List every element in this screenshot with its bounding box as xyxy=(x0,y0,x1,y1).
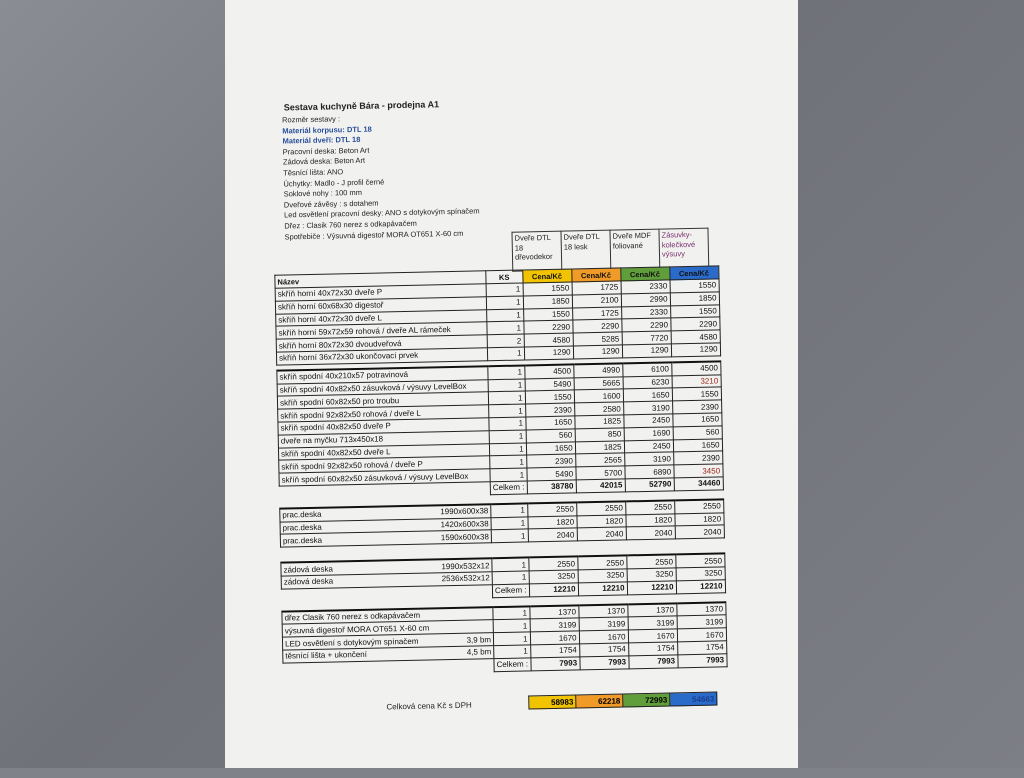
item-price: 1754 xyxy=(530,644,579,658)
item-price: 2550 xyxy=(577,556,626,570)
item-price: 5700 xyxy=(575,466,624,480)
item-price: 2565 xyxy=(575,453,624,467)
item-qty: 1 xyxy=(489,404,526,418)
item-qty: 1 xyxy=(493,632,530,646)
item-qty: 1 xyxy=(487,347,524,361)
column-header-name: Název xyxy=(275,271,486,288)
subtotal-value: 34460 xyxy=(674,477,723,491)
column-header-price: Cena/Kč xyxy=(669,266,718,280)
item-price: 1370 xyxy=(627,603,676,617)
item-price: 1370 xyxy=(529,605,578,619)
item-price: 2550 xyxy=(528,557,577,571)
item-price: 5285 xyxy=(573,332,622,346)
item-price: 2100 xyxy=(572,294,621,308)
item-price: 3250 xyxy=(627,568,676,582)
spec-line: Led osvětlení pracovní desky: ANO s dotykovým spínačem xyxy=(283,206,480,220)
subtotal-value: 12210 xyxy=(627,581,676,595)
item-label: dřez Clasik 760 nerez s odkapávačem xyxy=(284,610,421,623)
item-price: 1650 xyxy=(526,442,575,456)
item-price: 1850 xyxy=(523,295,572,309)
item-price: 7720 xyxy=(622,331,671,345)
subtotal-label: Celkem : xyxy=(490,481,527,495)
item-qty: 1 xyxy=(488,379,525,393)
spec-line: Materiál dveří: DTL 18 xyxy=(282,135,361,146)
spec-line: Dřez : Clasik 760 nerez s odkapávačem xyxy=(284,218,417,231)
column-header-ks: KS xyxy=(486,270,523,284)
item-price: 4990 xyxy=(573,363,622,377)
column-header-price: Cena/Kč xyxy=(571,268,620,282)
item-price: 1754 xyxy=(677,641,726,655)
item-price: 6890 xyxy=(624,465,673,479)
item-price: 2550 xyxy=(675,553,724,567)
variant-header: Dveře DTL 18 lesk xyxy=(561,230,611,270)
item-price: 3250 xyxy=(529,570,578,584)
item-qty: 1 xyxy=(491,516,528,530)
grand-total-label: Celková cena Kč s DPH xyxy=(386,700,472,712)
item-dimension: 3,9 bm xyxy=(466,634,492,645)
item-price: 1650 xyxy=(672,413,721,427)
item-price: 2450 xyxy=(623,414,672,428)
price-table xyxy=(274,265,727,676)
item-dimension: 2536x532x12 xyxy=(441,573,490,584)
item-price: 3250 xyxy=(676,567,725,581)
item-price: 1820 xyxy=(576,514,625,528)
item-price: 1754 xyxy=(579,643,628,657)
item-price: 3190 xyxy=(624,452,673,466)
item-price: 850 xyxy=(575,428,624,442)
item-qty: 2 xyxy=(487,334,524,348)
item-price: 1820 xyxy=(674,512,723,526)
item-price: 1725 xyxy=(572,307,621,321)
item-price: 1600 xyxy=(574,389,623,403)
subtotal-value: 12210 xyxy=(578,582,627,596)
item-price: 1820 xyxy=(528,515,577,529)
item-price: 2390 xyxy=(525,403,574,417)
item-price: 2550 xyxy=(527,502,576,516)
item-qty: 1 xyxy=(489,417,526,431)
item-qty: 1 xyxy=(488,391,525,405)
item-label: skříň spodní 92x82x50 rohová / dveře P xyxy=(281,459,423,472)
spec-line: Zádová deska: Beton Art xyxy=(282,156,366,167)
item-price: 6230 xyxy=(623,375,672,389)
document-title: Sestava kuchyně Bára - prodejna A1 xyxy=(283,99,440,113)
item-label: prac.deska xyxy=(282,535,323,546)
item-price: 1550 xyxy=(525,390,574,404)
item-price: 560 xyxy=(526,429,575,443)
variant-header: Dveře MDF foliované xyxy=(610,229,660,269)
item-qty: 1 xyxy=(490,468,527,482)
item-label: skříň horní 80x72x30 dvoudveřová xyxy=(278,338,402,351)
column-header-price: Cena/Kč xyxy=(522,269,571,283)
item-price: 2040 xyxy=(626,526,675,540)
item-qty: 1 xyxy=(491,503,528,517)
item-price: 2290 xyxy=(621,318,670,332)
spec-line: Rozměr sestavy : xyxy=(281,114,341,125)
item-price: 1370 xyxy=(578,604,627,618)
item-label: skříň spodní 40x210x57 potravinová xyxy=(279,370,409,382)
item-price: 1670 xyxy=(628,629,677,643)
subtotal-label: Celkem : xyxy=(494,658,531,672)
item-price: 2390 xyxy=(673,451,722,465)
item-price: 1550 xyxy=(523,308,572,322)
item-price: 2550 xyxy=(625,500,674,514)
item-price: 3190 xyxy=(623,401,672,415)
item-price: 2330 xyxy=(621,280,670,294)
variant-header: Zásuvky-kolečkové výsuvy xyxy=(659,228,709,268)
item-dimension: 4,5 bm xyxy=(466,647,492,658)
item-qty: 1 xyxy=(489,443,526,457)
item-label: zádová deska xyxy=(283,576,334,587)
item-label: výsuvná digestoř MORA OT651 X-60 cm xyxy=(284,623,430,636)
subtotal-value: 12210 xyxy=(529,583,578,597)
item-qty: 1 xyxy=(490,455,527,469)
item-label: zádová deska xyxy=(283,564,333,575)
item-label: prac.deska xyxy=(282,522,322,533)
item-dimension: 1420x600x38 xyxy=(440,519,489,530)
item-price: 5490 xyxy=(525,378,574,392)
item-label: LED osvětlení s dotykovým spínačem xyxy=(284,636,419,649)
item-price: 2580 xyxy=(574,402,623,416)
item-price: 1290 xyxy=(622,344,671,358)
item-price: 560 xyxy=(673,426,722,440)
item-price: 4580 xyxy=(524,333,573,347)
item-dimension: 1990x600x38 xyxy=(440,506,489,517)
subtotal-value: 7993 xyxy=(677,654,726,668)
item-price: 1650 xyxy=(623,388,672,402)
item-dimension: 1590x600x38 xyxy=(440,531,489,543)
item-price: 4580 xyxy=(671,330,720,344)
subtotal-value: 52790 xyxy=(625,478,674,492)
grand-total-value: 62218 xyxy=(576,694,623,708)
item-price: 4500 xyxy=(671,361,720,375)
item-price: 2290 xyxy=(670,317,719,331)
item-label: skříň spodní 60x82x50 zásuvková / výsuvy LevelBox xyxy=(281,471,469,485)
spec-line: Soklové nohy : 100 mm xyxy=(283,188,363,199)
spec-line: Spotřebiče : Výsuvná digestoř MORA OT651 X-60 cm xyxy=(284,228,464,242)
item-label: skříň horní 40x72x30 dveře P xyxy=(277,287,383,300)
item-label: skříň spodní 40x82x50 zásuvková / výsuvy LevelBox xyxy=(279,381,467,395)
item-price: 1550 xyxy=(670,279,719,293)
item-qty: 1 xyxy=(493,619,530,633)
item-price: 1825 xyxy=(574,415,623,429)
item-price: 1290 xyxy=(524,346,573,360)
grand-total-value: 54663 xyxy=(670,692,717,706)
item-qty: 1 xyxy=(493,606,530,620)
item-price: 1725 xyxy=(572,281,621,295)
item-price: 2290 xyxy=(572,319,621,333)
item-price: 1670 xyxy=(579,630,628,644)
item-price: 2550 xyxy=(674,499,723,513)
item-price: 3199 xyxy=(579,617,628,631)
item-price: 5490 xyxy=(526,467,575,481)
subtotal-value: 12210 xyxy=(676,580,725,594)
item-price: 2040 xyxy=(528,528,577,542)
item-price: 1690 xyxy=(624,427,673,441)
item-label: prac.deska xyxy=(282,509,322,520)
item-qty: 1 xyxy=(487,321,524,335)
item-price: 1550 xyxy=(672,387,721,401)
item-price: 2390 xyxy=(526,454,575,468)
item-price: 1290 xyxy=(671,343,720,357)
item-qty: 1 xyxy=(486,296,523,310)
item-price: 2290 xyxy=(523,320,572,334)
item-price: 2450 xyxy=(624,439,673,453)
item-price: 3199 xyxy=(628,616,677,630)
item-price: 3250 xyxy=(578,569,627,583)
item-price: 2550 xyxy=(626,555,675,569)
item-price: 1550 xyxy=(523,282,572,296)
subtotal-value: 38780 xyxy=(527,480,576,494)
item-qty: 1 xyxy=(487,309,524,323)
item-price: 1670 xyxy=(677,628,726,642)
item-label: skříň horní 40x72x30 dveře L xyxy=(278,313,382,325)
item-label: skříň horní 60x68x30 digestoř xyxy=(277,300,384,312)
item-price: 1670 xyxy=(530,631,579,645)
item-qty: 1 xyxy=(491,529,528,543)
item-price: 2040 xyxy=(577,527,626,541)
item-price: 3450 xyxy=(673,464,722,478)
item-price: 2390 xyxy=(672,400,721,414)
subtotal-value: 42015 xyxy=(576,479,625,493)
item-label: skříň spodní 40x82x50 dveře P xyxy=(280,421,391,433)
item-price: 1850 xyxy=(670,292,719,306)
item-price: 2040 xyxy=(675,525,724,539)
grand-total-value: 58983 xyxy=(529,695,576,709)
item-price: 1825 xyxy=(575,440,624,454)
item-price: 1754 xyxy=(628,642,677,656)
item-qty: 1 xyxy=(494,645,531,659)
item-qty: 1 xyxy=(488,365,525,379)
grand-total-value: 72993 xyxy=(623,693,670,707)
grand-total-row xyxy=(528,692,717,710)
item-qty: 1 xyxy=(492,571,529,585)
spec-line: Pracovní deska: Beton Art xyxy=(282,145,370,157)
item-price: 1550 xyxy=(670,304,719,318)
variant-header: Dveře DTL 18 dřevodekor xyxy=(512,231,562,271)
item-price: 1820 xyxy=(625,513,674,527)
item-qty: 1 xyxy=(486,283,523,297)
spec-line: Materiál korpusu: DTL 18 xyxy=(282,124,372,136)
item-price: 1650 xyxy=(525,416,574,430)
item-price: 1370 xyxy=(676,602,725,616)
spec-line: Úchytky: Madlo - J profil černé xyxy=(283,176,385,189)
item-price: 4500 xyxy=(524,364,573,378)
item-label: dveře na myčku 713x450x18 xyxy=(280,434,384,446)
subtotal-value: 7993 xyxy=(579,656,628,670)
item-price: 2330 xyxy=(621,306,670,320)
item-price: 3210 xyxy=(672,374,721,388)
subtotal-value: 7993 xyxy=(628,655,677,669)
item-price: 1290 xyxy=(573,345,622,359)
item-price: 3199 xyxy=(530,618,579,632)
item-label: těsnící lišta + ukončení xyxy=(285,650,368,661)
item-label: skříň spodní 60x82x50 pro troubu xyxy=(279,395,400,408)
spec-line: Dveřové závěsy : s dotahem xyxy=(283,198,379,210)
item-price: 2990 xyxy=(621,293,670,307)
item-price: 1650 xyxy=(673,438,722,452)
item-qty: 1 xyxy=(492,558,529,572)
variant-headers xyxy=(511,228,709,272)
item-price: 2550 xyxy=(576,501,625,515)
item-label: skříň horní 59x72x59 rohová / dveře AL rámeček xyxy=(278,324,451,338)
item-price: 6100 xyxy=(622,362,671,376)
item-dimension: 1990x532x12 xyxy=(441,560,490,571)
item-qty: 1 xyxy=(489,430,526,444)
item-label: skříň spodní 92x82x50 rohová / dveře L xyxy=(280,408,421,421)
spec-line: Těsnící lišta: ANO xyxy=(283,167,344,178)
item-label: skříň spodní 40x82x50 dveře L xyxy=(280,447,391,459)
subtotal-value: 7993 xyxy=(530,657,579,671)
column-header-price: Cena/Kč xyxy=(620,267,669,281)
item-label: skříň horní 36x72x30 ukončovací prvek xyxy=(278,351,419,363)
subtotal-label: Celkem : xyxy=(492,584,529,598)
item-price: 3199 xyxy=(677,615,726,629)
item-price: 5665 xyxy=(574,377,623,391)
